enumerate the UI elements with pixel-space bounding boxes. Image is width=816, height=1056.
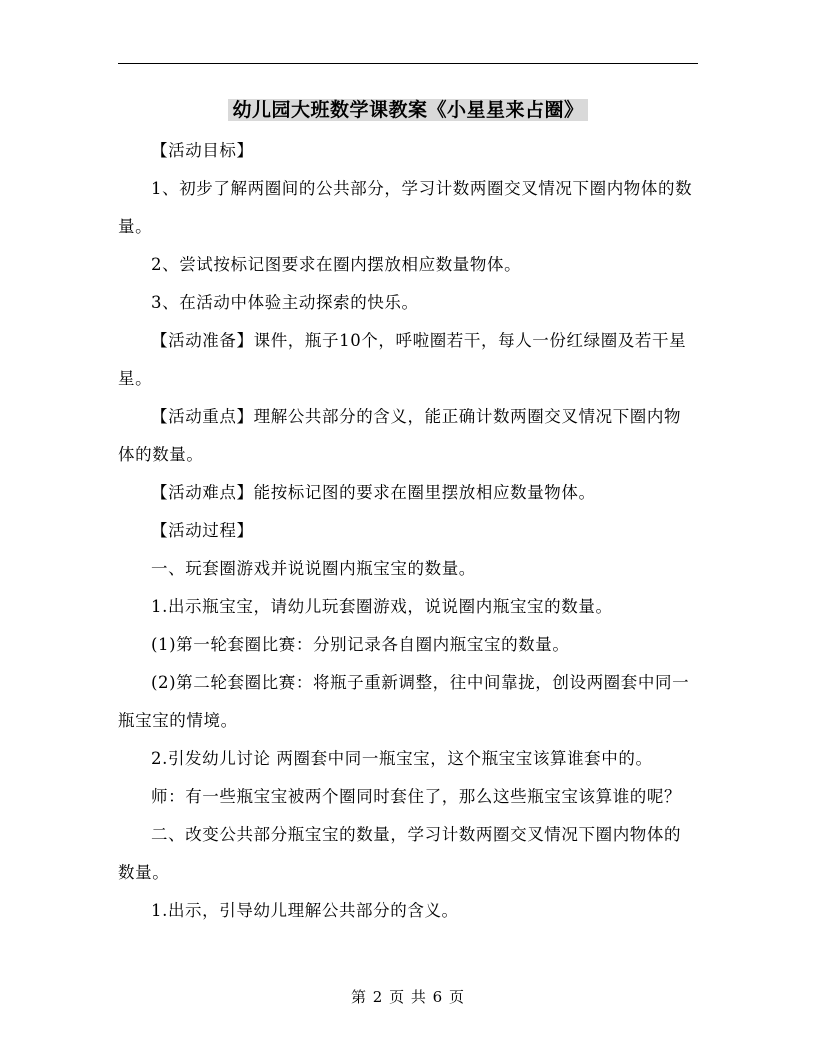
paragraph-goal-3: 3、在活动中体验主动探索的快乐。 [151,293,419,312]
paragraph-step-1: 一、玩套圈游戏并说说圈内瓶宝宝的数量。 [151,559,476,578]
document-body [118,132,698,930]
paragraph-process-heading: 【活动过程】 [151,521,254,540]
paragraph-step-2: 二、改变公共部分瓶宝宝的数量，学习计数两圈交叉情况下圈内物体的数量。 [118,825,682,882]
document-title-line [0,96,816,124]
document-title: 幼儿园大班数学课教案《小星星来占圈》 [228,99,587,121]
paragraph-step-1-2: 2.引发幼儿讨论 两圈套中同一瓶宝宝，这个瓶宝宝该算谁套中的。 [151,749,653,768]
paragraph-teacher-question: 师：有一些瓶宝宝被两个圈同时套住了，那么这些瓶宝宝该算谁的呢？ [151,787,682,806]
paragraph-difficulty: 【活动难点】能按标记图的要求在圈里摆放相应数量物体。 [151,483,596,502]
paragraph-preparation: 【活动准备】课件，瓶子10个，呼啦圈若干，每人一份红绿圈及若干星星。 [118,331,687,388]
paragraph-key-point: 【活动重点】理解公共部分的含义，能正确计数两圈交叉情况下圈内物体的数量。 [118,407,682,464]
header-rule [118,63,698,64]
paragraph-step-1-1: 1.出示瓶宝宝，请幼儿玩套圈游戏，说说圈内瓶宝宝的数量。 [151,597,613,616]
paragraph-activity-goals-heading: 【活动目标】 [151,141,254,160]
paragraph-step-2-1: 1.出示，引导幼儿理解公共部分的含义。 [151,901,459,920]
page-footer: 第 2 页 共 6 页 [351,988,465,1006]
paragraph-step-1-1-a: (1)第一轮套圈比赛：分别记录各自圈内瓶宝宝的数量。 [151,635,570,654]
paragraph-step-1-1-b: (2)第二轮套圈比赛：将瓶子重新调整，往中间靠拢，创设两圈套中同一瓶宝宝的情境。 [118,673,690,730]
paragraph-goal-1: 1、初步了解两圈间的公共部分，学习计数两圈交叉情况下圈内物体的数量。 [118,179,693,236]
paragraph-goal-2: 2、尝试按标记图要求在圈内摆放相应数量物体。 [151,255,522,274]
